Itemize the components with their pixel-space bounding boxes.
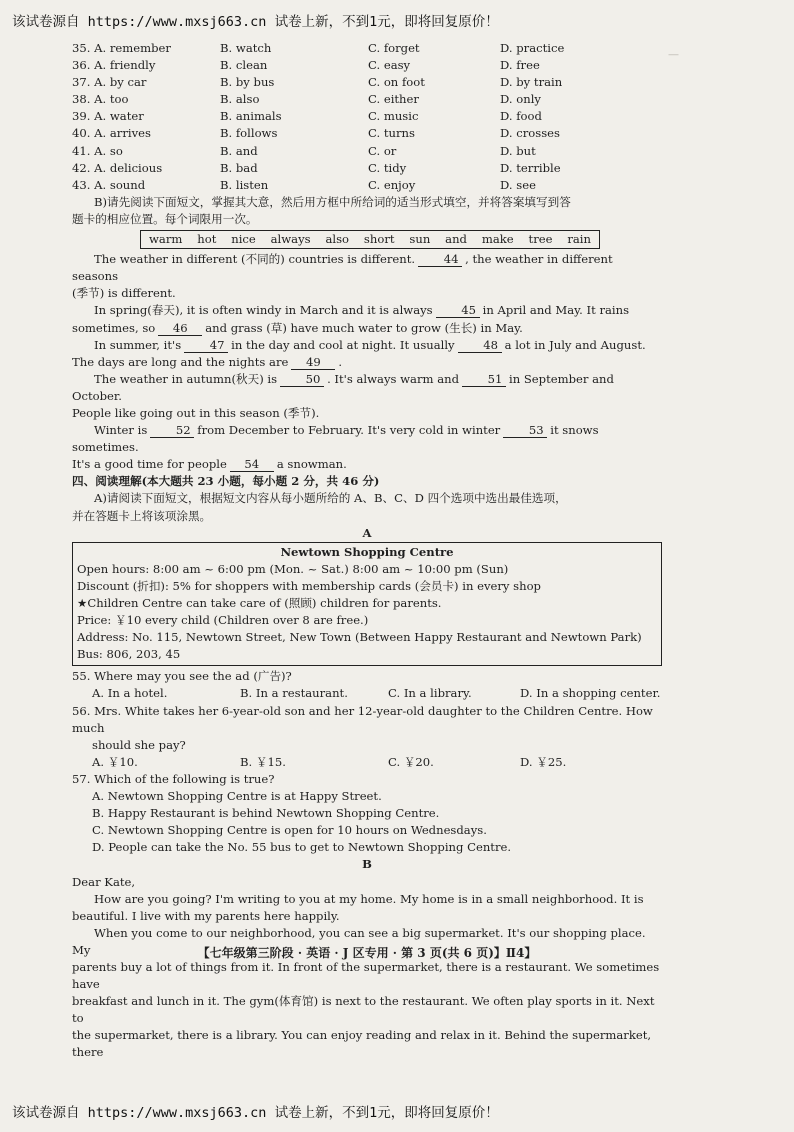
ad-children-centre: ★Children Centre can take care of (照顾) children for parents.	[77, 596, 442, 610]
cloze-option[interactable]: D. practice	[500, 41, 565, 55]
section-4-instruction: A)请阅读下面短文，根据短文内容从每小题所给的 A、B、C、D 四个选项中选出最佳选项，	[94, 491, 567, 506]
question-57-option-d[interactable]: D. People can take the No. 55 bus to get to Newtown Shopping Centre.	[92, 840, 512, 855]
cloze-option-row	[72, 74, 662, 91]
answer-option[interactable]: C. In a library.	[388, 686, 472, 701]
cloze-option[interactable]: D. food	[500, 109, 542, 124]
page-footer: 【七年级第三阶段 · 英语 · J 区专用 · 第 3 页(共 6 页)】Ⅱ4】	[197, 946, 537, 960]
word-bank-word: also	[325, 232, 350, 247]
section-4-heading: 四、阅读理解(本大题共 23 小题，每小题 2 分，共 46 分)	[72, 474, 380, 489]
cloze-option[interactable]: D. free	[500, 58, 540, 73]
answer-option[interactable]: A. ￥10.	[92, 754, 138, 769]
cloze-option[interactable]: 42. A. delicious	[72, 160, 163, 175]
letter-paragraph: When you come to our neighborhood, you can see a big supermarket. It's our shopping place. My	[72, 925, 646, 957]
word-bank-word: nice	[231, 232, 256, 247]
word-bank-word: warm	[149, 232, 183, 247]
question-57-option-a[interactable]: A. Newtown Shopping Centre is at Happy Street.	[92, 789, 382, 804]
cloze-option[interactable]: D. see	[500, 177, 536, 192]
cloze-option[interactable]: C. tidy	[368, 160, 407, 175]
section-b-instruction-cont: 题卡的相应位置。每个词限用一次。	[72, 211, 258, 226]
cloze-option[interactable]: 36. A. friendly	[72, 58, 156, 73]
cloze-option[interactable]: D. crosses	[500, 126, 560, 141]
cloze-option[interactable]: B. listen	[220, 177, 269, 192]
cloze-option[interactable]: 40. A. arrives	[72, 126, 151, 141]
question-56-options	[72, 754, 662, 771]
answer-option[interactable]: C. ￥20.	[388, 754, 434, 769]
answer-option[interactable]: B. ￥15.	[240, 754, 286, 769]
passage-label-b: B	[362, 857, 372, 872]
cloze-option[interactable]: B. watch	[220, 41, 272, 55]
blank-53[interactable]: 53	[503, 423, 547, 438]
cloze-option-row	[72, 57, 662, 74]
cloze-option[interactable]: 37. A. by car	[72, 75, 147, 90]
answer-option[interactable]: B. In a restaurant.	[240, 686, 348, 701]
cloze-option[interactable]: D. by train	[500, 75, 563, 90]
question-57-option-b[interactable]: B. Happy Restaurant is behind Newtown Shopping Centre.	[92, 806, 440, 821]
cloze-option[interactable]: 43. A. sound	[72, 177, 146, 192]
cloze-option[interactable]: C. on foot	[368, 75, 425, 90]
question-57: 57. Which of the following is true?	[72, 771, 275, 786]
cloze-options-list	[72, 40, 662, 194]
word-bank-word: rain	[567, 232, 591, 247]
ad-discount: Discount (折扣): 5% for shoppers with membership cards (会员卡) in every shop	[77, 578, 541, 593]
blank-46[interactable]: 46	[158, 321, 202, 336]
cloze-option-row	[72, 143, 662, 160]
blank-51[interactable]: 51	[462, 372, 506, 387]
cloze-option[interactable]: B. and	[220, 143, 258, 158]
cloze-option[interactable]: C. forget	[368, 41, 420, 55]
cloze-option-row	[72, 177, 662, 194]
cloze-option[interactable]: D. only	[500, 92, 541, 107]
cloze-option[interactable]: 41. A. so	[72, 143, 123, 158]
blank-48[interactable]: 48	[458, 338, 502, 353]
cloze-option[interactable]: B. also	[220, 92, 260, 107]
answer-option[interactable]: A. In a hotel.	[92, 686, 168, 701]
blank-45[interactable]: 45	[436, 303, 480, 318]
shopping-centre-ad	[72, 542, 662, 667]
word-bank-box	[140, 230, 600, 249]
word-bank-word: tree	[528, 232, 553, 247]
blank-44[interactable]: 44	[418, 252, 462, 267]
blank-47[interactable]: 47	[184, 338, 228, 353]
cloze-option[interactable]: 35. A. remember	[72, 41, 171, 55]
cloze-option[interactable]: C. enjoy	[368, 177, 416, 192]
word-bank-word: always	[270, 232, 311, 247]
cloze-option[interactable]: B. by bus	[220, 75, 275, 90]
cloze-option[interactable]: 39. A. water	[72, 109, 144, 124]
cloze-option-row	[72, 91, 662, 108]
cloze-option-row	[72, 40, 662, 57]
letter-greeting: Dear Kate,	[72, 874, 136, 889]
cloze-option[interactable]: C. easy	[368, 58, 411, 73]
word-bank-word: sun	[409, 232, 431, 247]
bleed-through-text: —	[668, 48, 679, 61]
blank-50[interactable]: 50	[280, 372, 324, 387]
cloze-option[interactable]: B. clean	[220, 58, 268, 73]
cloze-option[interactable]: 38. A. too	[72, 92, 129, 107]
word-bank-word: make	[481, 232, 514, 247]
cloze-option[interactable]: C. music	[368, 109, 419, 124]
fill-in-passage: The weather in different (不同的) countries is different. 44 , the weather in different seasons (季节) is different. In spring(春天), it is often windy in March and it is always 45 in April and May. It rains sometimes, so 46 and grass (草) have much water to grow (生长) in May. In summer, it's 47 in the day and cool at night. It usually 48 a lot in July and August. The days are long and the nights are 49 . The weather in autumn(秋天) is 50 . It's always warm and 51 in September and October. People like going out in this season (季节). Winter is 52 from December to February. It's very cold in winter 53 it snows sometimes. It's a good time for people 54 a snowman.	[72, 252, 646, 472]
word-bank-word: hot	[197, 232, 217, 247]
answer-option[interactable]: D. In a shopping center.	[520, 686, 661, 701]
question-56: 56. Mrs. White takes her 6-year-old son and her 12-year-old daughter to the Children Centre. How much	[72, 703, 653, 735]
cloze-option[interactable]: C. either	[368, 92, 419, 107]
section-b-instruction: B)请先阅读下面短文，掌握其大意，然后用方框中所给词的适当形式填空，并将答案填写到答	[94, 194, 571, 209]
question-55: 55. Where may you see the ad (广告)?	[72, 669, 292, 684]
word-bank-word: short	[363, 232, 395, 247]
ad-price: Price: ￥10 every child (Children over 8 are free.)	[77, 613, 369, 628]
cloze-option-row	[72, 125, 662, 142]
cloze-option[interactable]: D. but	[500, 143, 536, 158]
source-banner-top: 该试卷源自 https://www.mxsj663.cn 试卷上新，不到1元，即将回复原价！	[12, 14, 499, 30]
question-57-option-c[interactable]: C. Newtown Shopping Centre is open for 10 hours on Wednesdays.	[92, 823, 487, 838]
blank-54[interactable]: 54	[230, 457, 274, 472]
blank-49[interactable]: 49	[291, 355, 335, 370]
cloze-option-row	[72, 160, 662, 177]
question-56-cont: should she pay?	[92, 737, 186, 752]
cloze-option-row	[72, 108, 662, 125]
cloze-option[interactable]: C. turns	[368, 126, 415, 141]
cloze-option[interactable]: B. bad	[220, 160, 258, 175]
ad-hours: Open hours: 8:00 am ~ 6:00 pm (Mon. ~ Sat.) 8:00 am ~ 10:00 pm (Sun)	[77, 561, 509, 576]
letter-paragraph: How are you going? I'm writing to you at my home. My home is in a small neighborhood. It is	[94, 891, 644, 906]
blank-52[interactable]: 52	[150, 423, 194, 438]
ad-address: Address: No. 115, Newtown Street, New Town (Between Happy Restaurant and Newtown Park)	[77, 630, 642, 645]
cloze-option[interactable]: C. or	[368, 143, 397, 158]
answer-option[interactable]: D. ￥25.	[520, 754, 567, 769]
ad-title: Newtown Shopping Centre	[280, 544, 454, 559]
ad-bus: Bus: 806, 203, 45	[77, 647, 181, 662]
exam-page: 35. A. remember B. watch C. forget D. practice 36. A. friendly B. clean C. easy D. free 37. A. by car B. by bus C. on foot D. by train 38. A. too B. also C. either D. only 39. A. water B. animals C. music D. food 40. A. arrives B. follows C. turns D. crosses 41. A. so B. and C. or D. but 42. A. delicious B. bad C. tidy D. terrible 43. A. sound B. listen C. enjoy D. see B)请先阅读下面短文，掌握其大意，然后用方框中所给词的适当形式填空，并将答案填写到答 题卡的相应位置。每个词限用一次。 warm hot nice always also short sun and make tree rain The weather in different (不同的) countries is different. 44 , the weather in different seasons (季节) is different. In spring(春天), it is often windy in March and it is always 45 in April and May. It rains sometimes, so 46 and grass (草) have much water to grow (生长) in May. In summer, it's 47 in the day and cool at night. It usually 48 a lot in July and August. The days are long and the nights are 49 . The weather in autumn(秋天) is 50 . It's always warm and 51 in September and October. People like going out in this season (季节). Winter is 52 from December to February. It's very cold in winter 53 it snows sometimes. It's a good time for people 54 a snowman. 四、阅读理解(本大题共 23 小题，每小题 2 分，共 46 分) A)请阅读下面短文，根据短文内容从每小题所给的 A、B、C、D 四个选项中选出最佳选项， 并在答题卡上将该项涂黑。 A Newtown Shopping Centre Open hours: 8:00 am ~ 6:00 pm (Mon. ~ Sat.) 8:00 am ~ 10:00 pm (Sun) Discount (折扣): 5% for shoppers with membership cards (会员卡) in every shop ★Children Centre can take care of (照顾) children for parents. Price: ￥10 every child (Children over 8 are free.) Address: No. 115, Newtown Street, New Town (Between Happy Restaurant and Newtown Park) Bus: 806, 203, 45 55. Where may you see the ad (广告)? A. In a hotel. B. In a restaurant. C. In a library. D. In a shopping center. 56. Mrs. White takes her 6-year-old son and her 12-year-old daughter to the Children Centre. How much should she pay? A. ￥10. B. ￥15. C. ￥20. D. ￥25. 57. Which of the following is true? A. Newtown Shopping Centre is at Happy Street. B. Happy Restaurant is behind Newtown Shopping Centre. C. Newtown Shopping Centre is open for 10 hours on Wednesdays. D. People can take the No. 55 bus to get to Newtown Shopping Centre. B Dear Kate, How are you going? I'm writing to you at my home. My home is in a small neighborhood. It is beautiful. I live with my parents here happily. When you come to our neighborhood, you can see a big supermarket. It's our shopping place. My parents buy a lot of things from it. In front of the supermarket, there is a restaurant. We sometimes have breakfast and lunch in it. The gym(体育馆) is next to the restaurant. We often play sports in it. Next to the supermarket, there is a library. You can enjoy reading and relax in it. Behind the supermarket, there	[72, 40, 662, 1062]
source-banner-bottom: 该试卷源自 https://www.mxsj663.cn 试卷上新，不到1元，即将回复原价！	[12, 1105, 499, 1121]
passage-label-a: A	[362, 525, 372, 540]
section-4-instruction-cont: 并在答题卡上将该项涂黑。	[72, 508, 212, 523]
cloze-option[interactable]: B. animals	[220, 109, 282, 124]
question-55-options	[72, 685, 662, 702]
cloze-option[interactable]: D. terrible	[500, 160, 561, 175]
word-bank-word: and	[445, 232, 467, 247]
cloze-option[interactable]: B. follows	[220, 126, 278, 141]
